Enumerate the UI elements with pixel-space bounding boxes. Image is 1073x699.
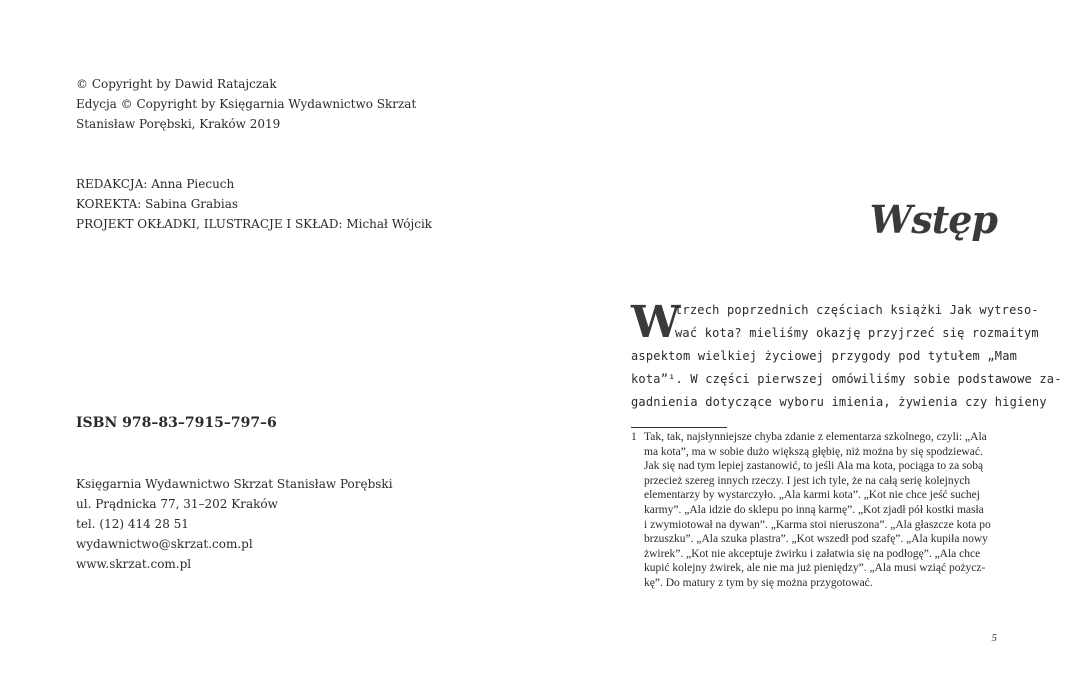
- body-line: wać kota? mieliśmy okazję przyjrzeć się rozmaitym: [675, 326, 1039, 340]
- body-line: trzech poprzednich częściach książki Jak wytreso-: [675, 303, 1039, 317]
- body-text: [631, 299, 1062, 414]
- drop-cap: W: [631, 297, 681, 348]
- credits-block: [76, 174, 432, 234]
- footnote-line: żwirek”. „Kot nie akceptuje żwirku i załatwia się na podłogę”. „Ala chce: [644, 547, 981, 560]
- address-line: Księgarnia Wydawnictwo Skrzat Stanisław Porębski: [76, 477, 393, 491]
- footnote-line: elementarzy by wystarczyło. „Ala karmi kota”. „Kot nie chce jeść suchej: [644, 489, 980, 502]
- body-line: kota”¹. W części pierwszej omówiliśmy sobie podstawowe za-: [631, 372, 1062, 386]
- left-page: [0, 0, 536, 699]
- publisher-address: [76, 474, 393, 574]
- copyright-line: Edycja © Copyright by Księgarnia Wydawnictwo Skrzat: [76, 97, 417, 111]
- isbn: ISBN 978–83–7915–797–6: [76, 415, 277, 431]
- body-line: gadnienia dotyczące wyboru imienia, żywienia czy higieny: [631, 395, 1047, 409]
- copyright-line: Stanisław Porębski, Kraków 2019: [76, 117, 281, 131]
- chapter-title: Wstęp: [869, 197, 997, 242]
- body-line: aspektom wielkiej życiowej przygody pod tytułem „Mam: [631, 349, 1018, 363]
- footnote-line: kę”. Do matury z tym by się można przygotować.: [644, 576, 873, 589]
- credit-line: PROJEKT OKŁADKI, ILUSTRACJE I SKŁAD: Michał Wójcik: [76, 217, 433, 231]
- address-email: wydawnictwo@skrzat.com.pl: [76, 537, 253, 551]
- copyright-block: [76, 74, 416, 134]
- footnote-line: Jak się nad tym lepiej zastanowić, to jeśli Ala ma kota, pociąga to za sobą: [644, 460, 984, 473]
- footnote-line: przecież szereg innych rzeczy. I jest ich tyle, że na całą serię kolejnych: [644, 474, 971, 487]
- page-number: 5: [991, 632, 997, 644]
- address-website: www.skrzat.com.pl: [76, 557, 192, 571]
- credit-line: KOREKTA: Sabina Grabias: [76, 197, 239, 211]
- right-page: [537, 0, 1073, 699]
- copyright-line: © Copyright by Dawid Ratajczak: [76, 77, 277, 91]
- footnote-line: Tak, tak, najsłynniejsze chyba zdanie z elementarza szkolnego, czyli: „Ala: [644, 431, 987, 443]
- footnote-line: ma kota”, ma w sobie dużo większą głębię, niż można by się spodziewać.: [644, 445, 983, 458]
- footnote-line: karmy”. „Ala idzie do sklepu po inną karmę”. „Kot zjadł pół kostki masła: [644, 503, 984, 516]
- footnote-line: kupić kolejny żwirek, ale nie ma już pieniędzy”. „Ala musi wziąć pożycz-: [644, 562, 986, 575]
- address-line: tel. (12) 414 28 51: [76, 517, 189, 531]
- footnote-divider: [631, 427, 727, 428]
- credit-line: REDAKCJA: Anna Piecuch: [76, 177, 235, 191]
- footnote-line: i zwymiotował na dywan”. „Karma stoi nieruszona”. „Ala głaszcze kota po: [644, 518, 991, 531]
- footnote-number: 1: [631, 431, 637, 443]
- footnote-line: brzuszku”. „Ala szuka plastra”. „Kot wszedł pod szafę”. „Ala kupiła nowy: [644, 533, 988, 546]
- footnote: [631, 430, 999, 591]
- address-line: ul. Prądnicka 77, 31–202 Kraków: [76, 497, 278, 511]
